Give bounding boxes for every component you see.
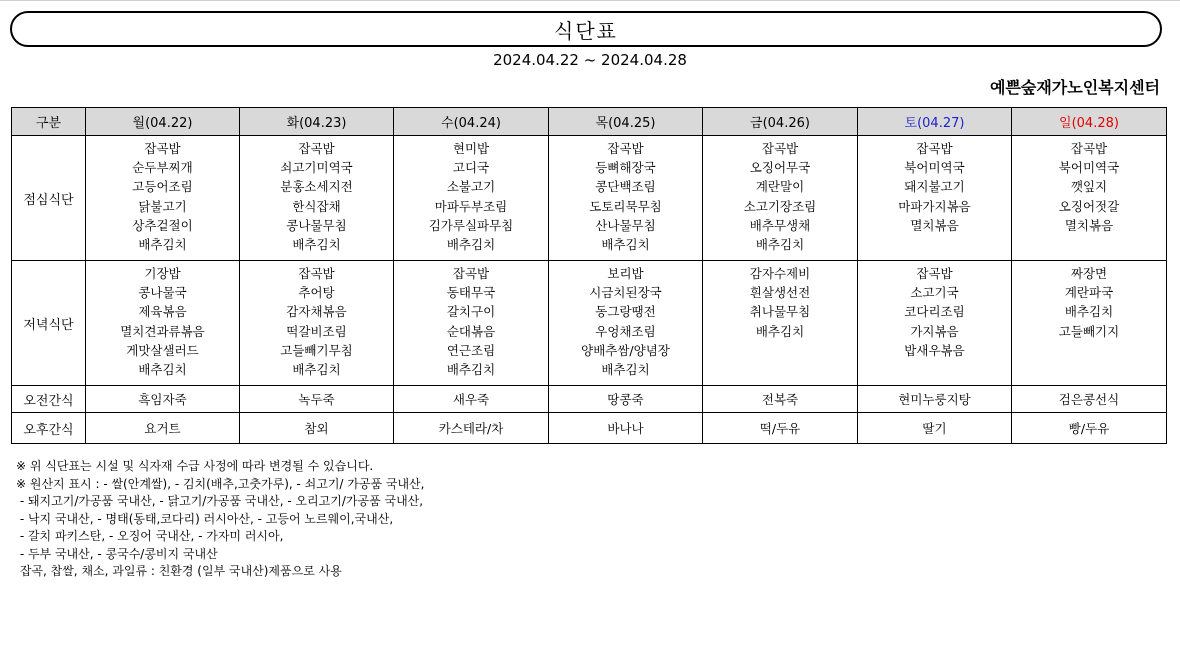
menu-cell-tue bbox=[240, 136, 394, 261]
menu-item: 참외 bbox=[304, 421, 329, 436]
menu-item: 등뼈해장국 bbox=[595, 160, 656, 176]
menu-item: 배추김치 bbox=[446, 362, 496, 378]
menu-item: 순두부찌개 bbox=[132, 160, 193, 176]
menu-item: 양배추쌈/양념장 bbox=[581, 342, 670, 358]
menu-item: 배추김치 bbox=[292, 237, 341, 253]
menu-item: 분홍소세지전 bbox=[280, 179, 353, 195]
menu-cell-fri bbox=[703, 413, 858, 444]
day-header-wed: 수(04.24) bbox=[394, 108, 549, 136]
menu-cell-fri bbox=[703, 136, 858, 261]
menu-item: 오징어젓갈 bbox=[1058, 198, 1120, 214]
menu-item: 한식잡채 bbox=[292, 198, 341, 214]
menu-item: 제육볶음 bbox=[138, 304, 187, 320]
menu-cell-thu bbox=[549, 136, 703, 261]
menu-cell-sun bbox=[1012, 136, 1167, 261]
menu-notes bbox=[16, 458, 424, 581]
menu-item: 닭불고기 bbox=[138, 198, 187, 214]
menu-item: 배추김치 bbox=[138, 362, 187, 378]
menu-item: 산나물무침 bbox=[595, 217, 656, 233]
menu-item: 배추김치 bbox=[292, 362, 341, 378]
menu-item: 콩나물무침 bbox=[286, 217, 347, 233]
page-title: 식단표 bbox=[554, 18, 618, 43]
menu-cell-sat bbox=[858, 413, 1012, 444]
note-line: ※ 원산지 표시 : - 쌀(안계쌀), - 김치(배추,고춧가루), - 쇠고기/ 가공품 국내산, bbox=[16, 476, 425, 491]
note-line: - 돼지고기/가공품 국내산, - 닭고기/가공품 국내산, - 오리고기/가공품 국내산, bbox=[16, 494, 424, 508]
menu-item: 감자수제비 bbox=[749, 266, 811, 281]
menu-cell-mon bbox=[86, 261, 240, 386]
menu-item: 멸치견과류볶음 bbox=[120, 323, 205, 339]
menu-item: 콩단백조림 bbox=[595, 179, 656, 195]
menu-cell-tue bbox=[240, 261, 394, 386]
menu-cell-mon bbox=[86, 386, 240, 413]
menu-cell-sat bbox=[858, 386, 1012, 413]
menu-item: 잡곡밥 bbox=[916, 141, 953, 156]
menu-item: 깻잎지 bbox=[1070, 179, 1108, 195]
menu-item: 멸치볶음 bbox=[910, 217, 959, 233]
menu-item: 마파가지볶음 bbox=[898, 198, 971, 214]
menu-item: 소고기국 bbox=[910, 285, 959, 301]
day-header-sat: 토(04.27) bbox=[858, 108, 1012, 136]
menu-cell-thu bbox=[549, 386, 703, 413]
row-label: 오후간식 bbox=[12, 413, 86, 444]
menu-item: 배추김치 bbox=[601, 362, 650, 378]
menu-item: 순대볶음 bbox=[446, 323, 496, 339]
menu-item: 보리밥 bbox=[607, 266, 644, 281]
menu-cell-sun bbox=[1012, 386, 1167, 413]
menu-item: 소불고기 bbox=[446, 179, 496, 195]
menu-cell-thu bbox=[549, 261, 703, 386]
menu-item: 배추김치 bbox=[138, 237, 187, 253]
menu-item: 기장밥 bbox=[144, 266, 181, 281]
menu-item: 마파두부조림 bbox=[434, 198, 508, 214]
menu-item: 우엉채조림 bbox=[595, 323, 656, 339]
menu-item: 돼지불고기 bbox=[904, 179, 965, 195]
menu-item: 잡곡밥 bbox=[298, 266, 335, 281]
menu-cell-sat bbox=[858, 136, 1012, 261]
menu-cell-fri bbox=[703, 386, 858, 413]
menu-item: 시금치된장국 bbox=[589, 285, 662, 301]
menu-item: 고디국 bbox=[452, 160, 490, 176]
menu-item: 잡곡밥 bbox=[761, 141, 799, 156]
menu-item: 밥새우볶음 bbox=[904, 342, 965, 358]
menu-cell-mon bbox=[86, 136, 240, 261]
center-name: 예쁜숲재가노인복지센터 bbox=[989, 78, 1160, 97]
corner-header: 구분 bbox=[12, 108, 86, 136]
day-header-fri: 금(04.26) bbox=[703, 108, 858, 136]
menu-item: 소고기장조림 bbox=[743, 198, 817, 214]
menu-item: 연근조림 bbox=[446, 342, 496, 358]
menu-item: 북어미역국 bbox=[904, 160, 965, 176]
menu-item: 현미누룽지탕 bbox=[898, 392, 971, 407]
menu-item: 감자채볶음 bbox=[286, 304, 347, 320]
note-line: 잡곡, 찹쌀, 채소, 과일류 : 친환경 (일부 국내산)제품으로 사용 bbox=[16, 564, 342, 578]
menu-cell-wed bbox=[394, 413, 549, 444]
menu-item: 동그랑땡전 bbox=[595, 304, 656, 320]
menu-item: 북어미역국 bbox=[1058, 160, 1120, 176]
lunch-row bbox=[12, 136, 1167, 261]
menu-item: 쇠고기미역국 bbox=[280, 160, 353, 176]
menu-item: 전복죽 bbox=[761, 392, 799, 407]
note-line: ※ 위 식단표는 시설 및 식자재 수급 사정에 따라 변경될 수 있습니다. bbox=[16, 459, 374, 473]
weekly-menu-table bbox=[11, 107, 1167, 444]
menu-item: 배추무생채 bbox=[749, 217, 811, 233]
menu-cell-wed bbox=[394, 136, 549, 261]
menu-item: 잡곡밥 bbox=[916, 266, 953, 281]
menu-item: 흑임자죽 bbox=[138, 392, 187, 407]
menu-item: 취나물무침 bbox=[749, 304, 811, 320]
menu-cell-wed bbox=[394, 261, 549, 386]
menu-item: 김가루실파무침 bbox=[428, 217, 514, 233]
menu-item: 잡곡밥 bbox=[298, 141, 335, 156]
day-header-tue: 화(04.23) bbox=[240, 108, 394, 136]
row-label: 오전간식 bbox=[12, 386, 86, 413]
menu-item: 새우죽 bbox=[452, 392, 490, 407]
afternoon-snack-row bbox=[12, 413, 1167, 444]
menu-item: 계란파국 bbox=[1064, 285, 1114, 301]
day-header-sun: 일(04.28) bbox=[1012, 108, 1167, 136]
menu-item: 카스테라/차 bbox=[438, 421, 504, 436]
menu-item: 배추김치 bbox=[601, 237, 650, 253]
menu-cell-fri bbox=[703, 261, 858, 386]
menu-item: 배추김치 bbox=[446, 237, 496, 253]
menu-item: 흰살생선전 bbox=[749, 285, 811, 301]
day-header-mon: 월(04.22) bbox=[86, 108, 240, 136]
day-header-thu: 목(04.25) bbox=[549, 108, 703, 136]
menu-item: 오징어무국 bbox=[749, 160, 811, 176]
menu-item: 코다리조림 bbox=[904, 304, 965, 320]
menu-cell-tue bbox=[240, 386, 394, 413]
menu-cell-mon bbox=[86, 413, 240, 444]
menu-item: 떡갈비조림 bbox=[286, 323, 347, 339]
menu-item: 멸치볶음 bbox=[1064, 217, 1114, 233]
morning-snack-row bbox=[12, 386, 1167, 413]
note-line: - 두부 국내산, - 콩국수/콩비지 국내산 bbox=[16, 546, 218, 561]
menu-item: 바나나 bbox=[607, 421, 644, 436]
menu-cell-sat bbox=[858, 261, 1012, 386]
menu-item: 콩나물국 bbox=[138, 285, 187, 301]
menu-item: 상추겉절이 bbox=[132, 217, 193, 233]
menu-item: 고등어조림 bbox=[132, 179, 193, 195]
menu-item: 계란말이 bbox=[755, 179, 805, 195]
note-line: - 갈치 파키스탄, - 오징어 국내산, - 가자미 러시아, bbox=[16, 529, 284, 543]
note-line: - 낙지 국내산, - 명태(동태,코다리) 러시아산, - 고등어 노르웨이,국내산, bbox=[16, 511, 394, 526]
menu-cell-wed bbox=[394, 386, 549, 413]
menu-item: 가지볶음 bbox=[910, 323, 959, 339]
menu-cell-tue bbox=[240, 413, 394, 444]
menu-item: 고들빼기지 bbox=[1058, 323, 1120, 339]
menu-item: 검은콩선식 bbox=[1058, 392, 1120, 407]
menu-item: 고들빼기무침 bbox=[280, 342, 353, 358]
menu-item: 녹두죽 bbox=[298, 392, 335, 407]
menu-item: 배추김치 bbox=[755, 323, 805, 339]
menu-item: 땅콩죽 bbox=[607, 392, 644, 407]
menu-item: 추어탕 bbox=[298, 285, 335, 301]
menu-item: 잡곡밥 bbox=[1070, 141, 1108, 156]
menu-item: 요거트 bbox=[144, 421, 181, 436]
dinner-row bbox=[12, 261, 1167, 386]
menu-item: 게맛살샐러드 bbox=[126, 342, 199, 358]
page-top-border bbox=[0, 0, 1180, 1]
menu-item: 잡곡밥 bbox=[452, 266, 490, 281]
menu-cell-sun bbox=[1012, 413, 1167, 444]
menu-item: 딸기 bbox=[922, 421, 947, 436]
menu-item: 빵/두유 bbox=[1068, 421, 1110, 436]
menu-item: 도토리묵무침 bbox=[589, 198, 662, 214]
menu-item: 잡곡밥 bbox=[607, 141, 644, 156]
menu-title-banner bbox=[10, 11, 1162, 47]
menu-item: 갈치구이 bbox=[446, 304, 496, 320]
menu-item: 배추김치 bbox=[1064, 304, 1114, 320]
menu-item: 잡곡밥 bbox=[144, 141, 181, 156]
row-label: 저녁식단 bbox=[12, 261, 86, 386]
header-row bbox=[12, 108, 1167, 136]
menu-period: 2024.04.22 ~ 2024.04.28 bbox=[493, 51, 687, 69]
menu-item: 배추김치 bbox=[755, 237, 805, 253]
menu-item: 짜장면 bbox=[1070, 266, 1108, 281]
menu-cell-sun bbox=[1012, 261, 1167, 386]
menu-item: 떡/두유 bbox=[759, 421, 801, 436]
menu-cell-thu bbox=[549, 413, 703, 444]
row-label: 점심식단 bbox=[12, 136, 86, 261]
menu-item: 현미밥 bbox=[452, 141, 490, 156]
menu-item: 동태무국 bbox=[446, 285, 496, 301]
